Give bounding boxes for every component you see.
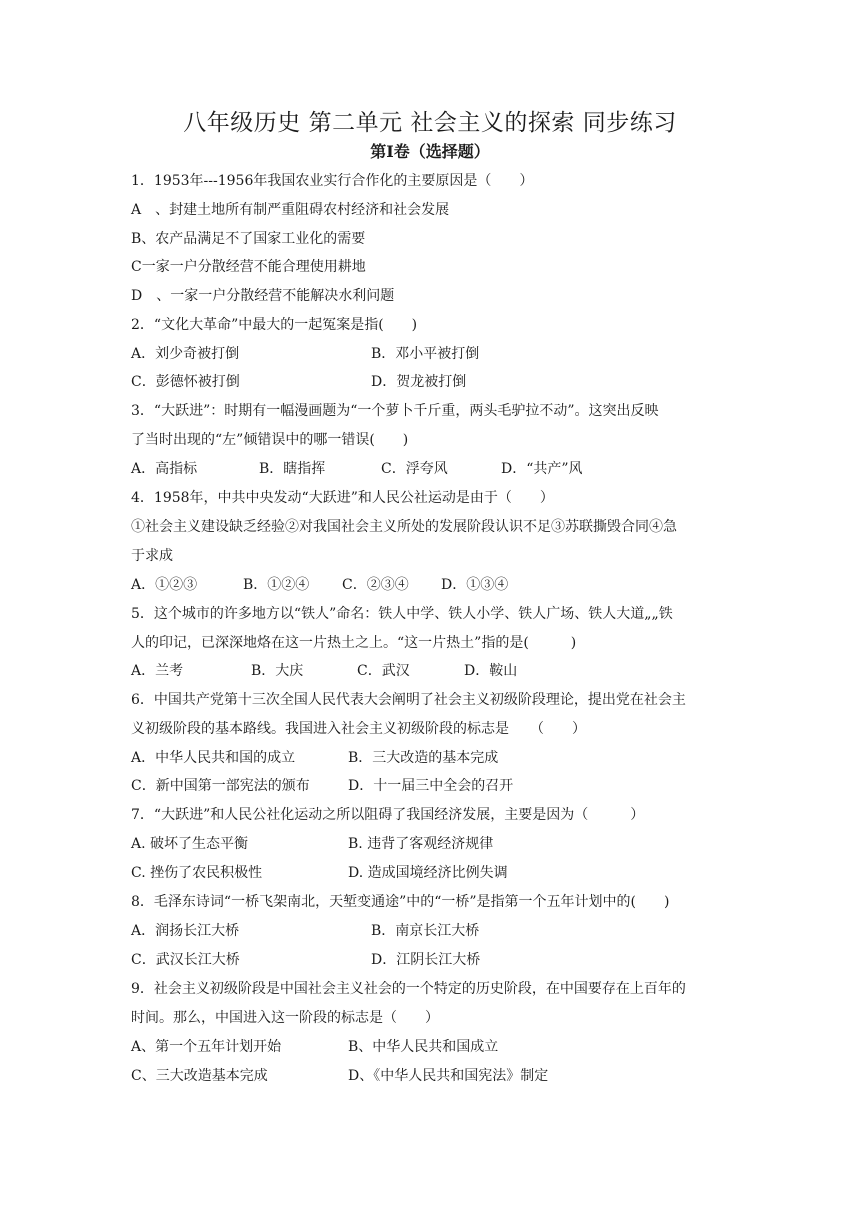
question-stem: 2．“文化大革命”中最大的一起冤案是指( ) [131,317,418,333]
option-d: D、《中华人民共和国宪法》制定 [348,1068,549,1084]
option-a: A．①②③ [131,577,198,593]
question-stem: 义初级阶段的基本路线。我国进入社会主义初级阶段的标志是 （ ） [131,721,586,737]
document-title: 八年级历史 第二单元 社会主义的探索 同步练习 [183,110,677,136]
option-d: D．①③④ [441,577,509,593]
option-c: C．浮夸风 [381,461,448,477]
question-stem: 4．1958年，中共中央发动“大跃进”和人民公社运动是由于（ ） [131,490,554,506]
option-c: C．武汉长江大桥 [131,952,240,968]
option-b: B. 违背了客观经济规律 [348,836,494,852]
option-d: D．鞍山 [464,663,518,679]
option-b: B．邓小平被打倒 [371,346,480,362]
question-stem: 3．“大跃进”：时期有一幅漫画题为“一个萝卜千斤重，两头毛驴拉不动”。这突出反映 [131,403,659,419]
section-heading: 第Ⅰ卷（选择题） [370,142,490,161]
option-d: D 、一家一户分散经营不能解决水利问题 [131,288,395,304]
question-stem: 时间。那么，中国进入这一阶段的标志是（ ） [131,1010,439,1026]
option-c: C一家一户分散经营不能合理使用耕地 [131,259,366,275]
question-stem: 9．社会主义初级阶段是中国社会主义社会的一个特定的历史阶段，在中国要存在上百年的 [131,981,686,997]
option-c: C．新中国第一部宪法的颁布 [131,778,310,794]
question-stem: 1．1953年---1956年我国农业实行合作化的主要原因是（ ） [131,173,534,189]
question-stem: 了当时出现的“左”倾错误中的哪一错误( ) [131,432,409,448]
option-a: A．润扬长江大桥 [131,923,240,939]
option-a: A 、封建土地所有制严重阻碍农村经济和社会发展 [131,202,450,218]
question-stem: 8．毛泽东诗词“一桥飞架南北，天堑变通途”中的“一桥”是指第一个五年计划中的( ) [131,894,670,910]
option-a: A．兰考 [131,663,184,679]
option-a: A．刘少奇被打倒 [131,346,240,362]
question-stem: 6．中国共产党第十三次全国人民代表大会阐明了社会主义初级阶段理论，提出党在社会主 [131,692,686,708]
option-a: A．中华人民共和国的成立 [131,750,296,766]
option-b: B．南京长江大桥 [371,923,480,939]
option-b: B．大庆 [251,663,304,679]
question-stem: 于求成 [131,548,173,564]
option-c: C．②③④ [342,577,409,593]
option-c: C．彭德怀被打倒 [131,374,240,390]
option-d: D．“共产”风 [501,461,583,477]
option-d: D．贺龙被打倒 [371,374,467,390]
option-b: B、中华人民共和国成立 [348,1039,499,1055]
option-a: A. 破坏了生态平衡 [131,836,249,852]
option-c: C．武汉 [357,663,410,679]
question-stem: 7．“大跃进”和人民公社化运动之所以阻碍了我国经济发展，主要是因为（ ） [131,807,645,823]
option-c: C、三大改造基本完成 [131,1068,268,1084]
option-a: A．高指标 [131,461,198,477]
question-stem: 5．这个城市的许多地方以“铁人”命名：铁人中学、铁人小学、铁人广场、铁人大道„„铁 [131,606,673,622]
option-b: B．①②④ [243,577,310,593]
option-b: B．瞎指挥 [259,461,326,477]
option-b: B、农产品满足不了国家工业化的需要 [131,231,366,247]
option-d: D. 造成国境经济比例失调 [348,865,508,881]
option-c: C. 挫伤了农民积极性 [131,865,263,881]
question-stem: 人的印记，已深深地烙在这一片热土之上。“这一片热土”指的是( ) [131,635,577,651]
question-stem: ①社会主义建设缺乏经验②对我国社会主义所处的发展阶段认识不足③苏联撕毁合同④急 [131,519,677,535]
option-d: D．十一届三中全会的召开 [348,778,514,794]
option-b: B．三大改造的基本完成 [348,750,499,766]
option-d: D．江阴长江大桥 [371,952,481,968]
option-a: A、第一个五年计划开始 [131,1039,282,1055]
